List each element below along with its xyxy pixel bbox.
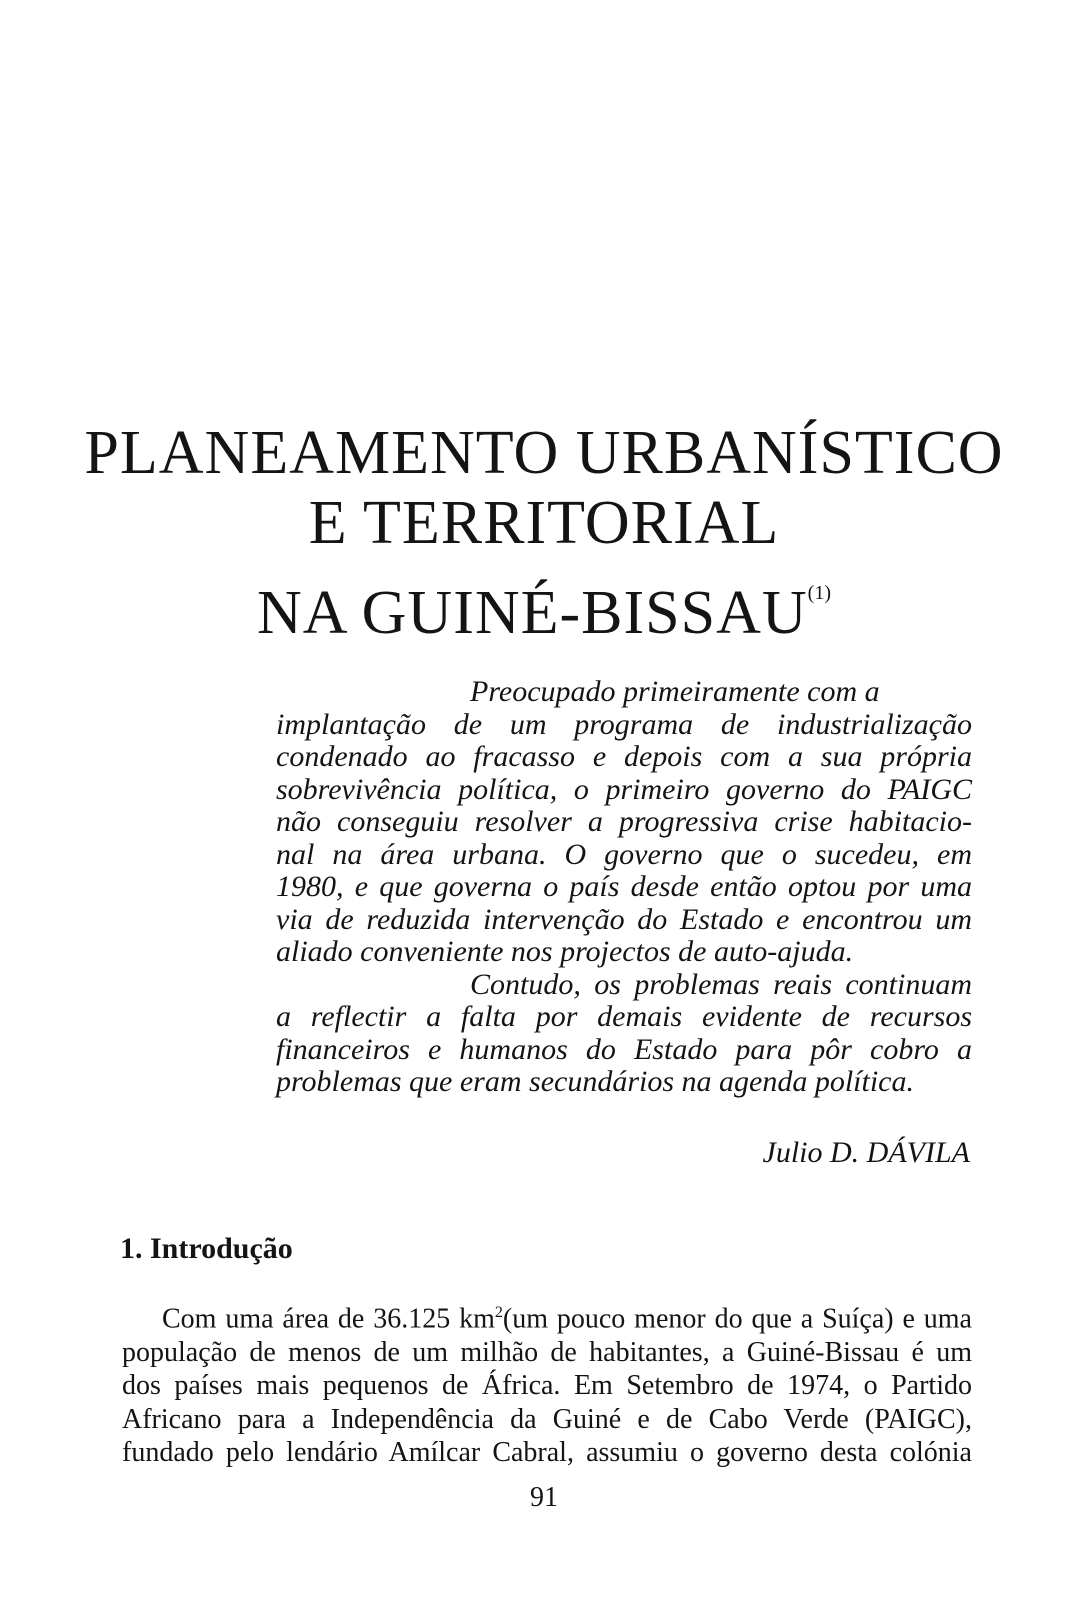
epigraph-author: Julio D. DÁVILA — [762, 1136, 970, 1169]
page-number: 91 — [530, 1482, 558, 1513]
body-line — [122, 1296, 972, 1336]
epigraph-line: financeiros e humanos do Estado para pôr cobro a — [276, 1032, 972, 1066]
epigraph-line: condenado ao fracasso e depois com a sua própria — [276, 740, 972, 773]
superscript-2: 2 — [494, 1304, 503, 1321]
footnote-marker: (1) — [807, 582, 831, 604]
epigraph-line: Preocupado primeiramente com a — [470, 675, 880, 708]
title-line-3 — [0, 558, 1088, 648]
epigraph-line: sobrevivência política, o primeiro governo do PAIGC — [276, 772, 972, 806]
epigraph-line: 1980, e que governa o país desde então optou por uma — [276, 870, 972, 903]
epigraph-line: problemas que eram secundários na agenda política. — [276, 1065, 914, 1098]
epigraph-line: Contudo, os problemas reais continuam — [470, 967, 972, 1001]
title-line-1: PLANEAMENTO URBANÍSTICO — [84, 419, 1004, 487]
epigraph-line: a reflectir a falta por demais evidente de recursos — [276, 1000, 972, 1033]
body-line: população de menos de um milhão de habitantes, a Guiné-Bissau é um — [122, 1336, 972, 1368]
body-line-1-start: Com uma área de 36.125 km — [162, 1303, 495, 1335]
section-heading: 1. Introdução — [120, 1232, 293, 1265]
epigraph-line: aliado conveniente nos projectos de auto-ajuda. — [276, 935, 854, 968]
body-line: Africano para a Independência da Guiné e de Cabo Verde (PAIGC), — [122, 1403, 972, 1435]
epigraph-line: não conseguiu resolver a progressiva crise habitacio- — [276, 805, 972, 838]
title-line-2: E TERRITORIAL — [308, 489, 780, 557]
body-line: fundado pelo lendário Amílcar Cabral, assumiu o governo desta colónia — [122, 1437, 972, 1469]
epigraph-line: via de reduzida intervenção do Estado e encontrou um — [276, 902, 972, 936]
body-paragraph — [122, 1296, 972, 1470]
body-line-1-end: (um pouco menor do que a Suíça) e uma — [502, 1303, 972, 1335]
title-line-3-text: NA GUINÉ-BISSAU — [257, 579, 808, 647]
epigraph-line: nal na área urbana. O governo que o sucedeu, em — [276, 837, 972, 871]
article-title — [0, 418, 1088, 648]
epigraph-line: implantação de um programa de industrialização — [276, 707, 972, 741]
body-line: dos países mais pequenos de África. Em Setembro de 1974, o Partido — [122, 1370, 972, 1402]
epigraph — [276, 676, 972, 1099]
